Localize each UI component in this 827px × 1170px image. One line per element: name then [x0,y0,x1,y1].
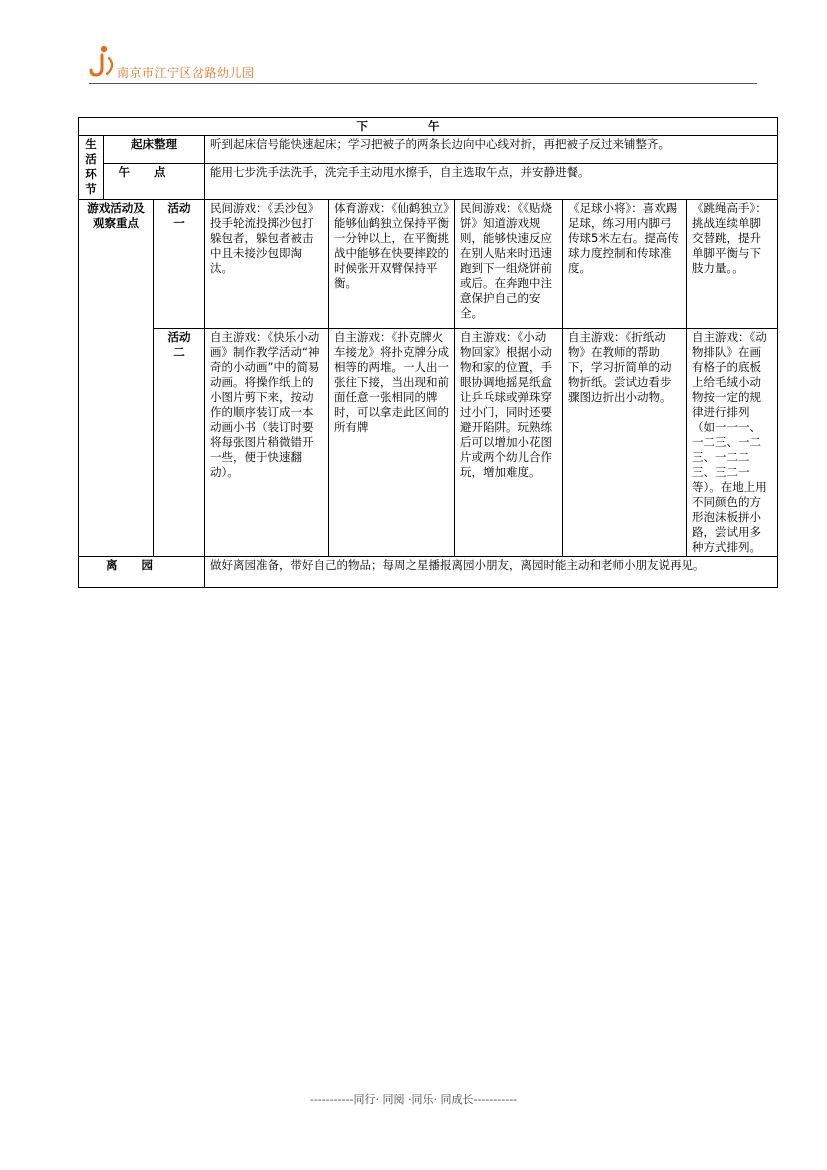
header-divider [89,83,757,84]
activity-1-label: 活动一 [154,200,205,329]
activity-2-cell-5: 自主游戏：《动物排队》在画有格子的底板上给毛绒小动物按一定的规律进行排列（如一一一、一二三、一二三、一二二三、三二一等）。在地上用不同颜色的方形泡沫板拼小路，尝试用多种方式排列。 [687,329,778,557]
table-row [79,136,778,164]
page-footer: -----------同行· 同阅 ·同乐· 同成长----------- [309,1093,518,1106]
activity-2-cell-3: 自主游戏：《小动物回家》根据小动物和家的位置，手眼协调地摇晃纸盒让乒乓球或弹珠穿过小门，同时还要避开陷阱。玩熟练后可以增加小花图片或两个幼儿合作玩，增加难度。 [455,329,563,557]
activity-1-cell-1: 民间游戏：《丢沙包》投手轮流投掷沙包打躲包者，躲包者被击中且未接沙包即淘汰。 [205,200,329,329]
leave-label: 离园 [79,557,205,588]
activity-2-cell-4: 自主游戏：《折纸动物》在教师的帮助下，学习折简单的动物折纸。尝试边看步骤图边折出小动物。 [563,329,687,557]
afternoon-plan-table [78,117,778,588]
table-row [79,164,778,200]
activity-1-cell-3: 民间游戏：《《贴烧饼》知道游戏规则，能够快速反应在别人贴来时迅速跑到下一组烧饼前或后。在奔跑中注意保护自己的安全。 [455,200,563,329]
activity-1-cell-2: 体育游戏：《仙鹤独立》能够仙鹤独立保持平衡一分钟以上，在平衡挑战中能够在快要摔跤的时候张开双臂保持平衡。 [329,200,455,329]
row-label-wake: 起床整理 [104,136,205,164]
activity-2-cell-2: 自主游戏：《扑克牌火车接龙》将扑克牌分成相等的两堆。一人出一张往下接，当出现和前面任意一张相同的牌时，可以拿走此区间的所有牌 [329,329,455,557]
school-logo-icon [89,44,117,80]
school-name: 南京市江宁区岔路幼儿园 [117,66,255,80]
leave-text: 做好离园准备，带好自己的物品；每周之星播报离园小朋友，离园时能主动和老师小朋友说再见。 [205,557,778,588]
row-text-snack: 能用七步洗手法洗手，洗完手主动甩水擦手，自主选取午点，并安静进餐。 [205,164,778,200]
section-title-row [79,118,778,136]
table-row [79,200,778,329]
row-label-snack: 午点 [104,164,205,200]
section-title: 下午 [79,118,778,136]
activity-2-label: 活动二 [154,329,205,557]
page-header [89,44,757,84]
table-row [79,329,778,557]
activity-1-cell-5: 《跳绳高手》：挑战连续单脚交替跳，提升单脚平衡与下肢力量。。 [687,200,778,329]
activity-2-cell-1: 自主游戏：《快乐小动画》制作教学活动“神奇的小动画”中的简易动画。将操作纸上的小图片剪下来，按动作的顺序装订成一本动画小书（装订时要将每张图片稍微错开一些，便于快速翻动）。 [205,329,329,557]
life-section-label: 生活环节 [79,136,104,200]
table-row [79,557,778,588]
row-text-wake: 听到起床信号能快速起床；学习把被子的两条长边向中心线对折，再把被子反过来铺整齐。 [205,136,778,164]
activity-1-cell-4: 《足球小将》：喜欢踢足球，练习用内脚弓传球5米左右。提高传球力度控制和传球准度。 [563,200,687,329]
games-section-label: 游戏活动及观察重点 [79,200,154,557]
